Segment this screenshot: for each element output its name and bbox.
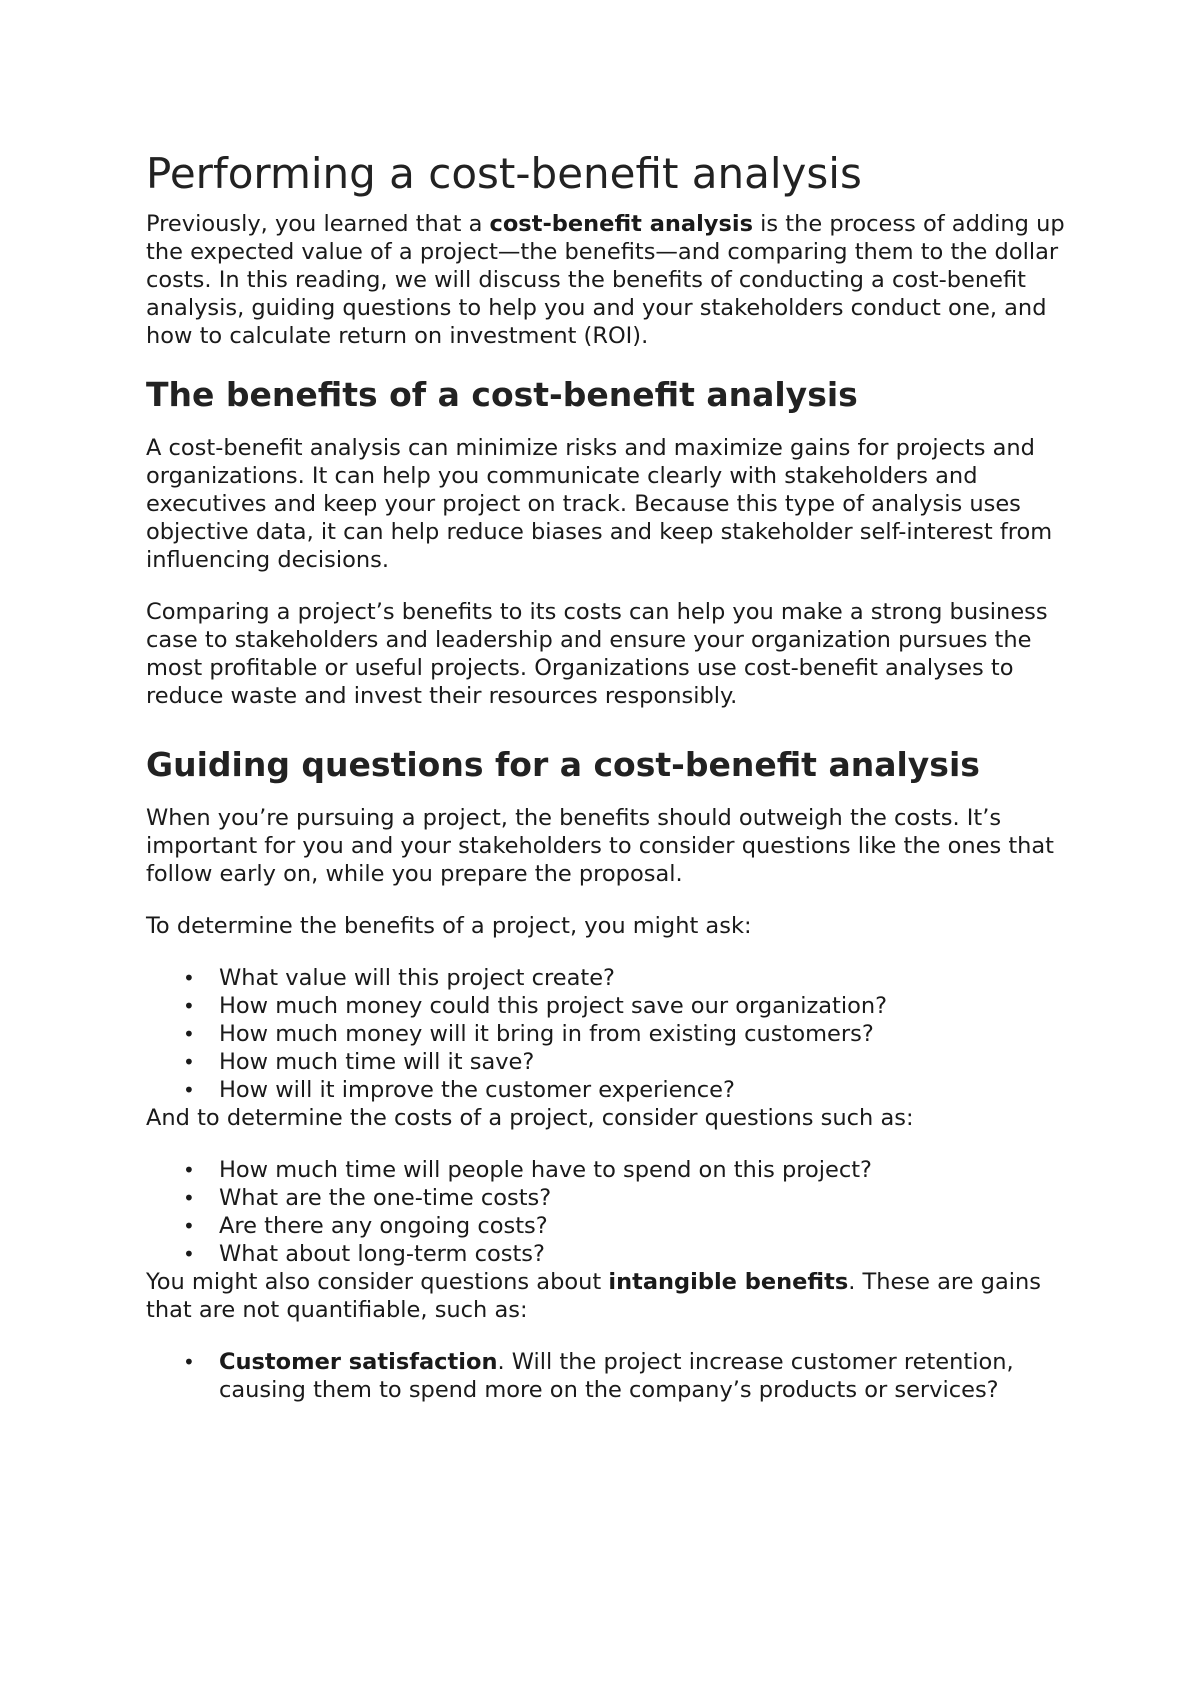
bullet-icon: • bbox=[183, 1022, 195, 1046]
benefits-paragraph-1: A cost-benefit analysis can minimize risks and maximize gains for projects and organizations. It can help you communicate clearly with stakeholders and executives and keep your project on track. Because this type of analysis uses objective data, it can help reduce biases and keep stakeholder self-interest from influencing decisions. bbox=[146, 435, 1053, 573]
list-item: • How much money could this project save our organization? bbox=[183, 993, 888, 1019]
intangible-item-term: Customer satisfaction bbox=[219, 1349, 498, 1375]
list-item: • Customer satisfaction. Will the project increase customer retention, causing them to spend more on the company’s products or services? bbox=[183, 1349, 1014, 1403]
bullet-icon: • bbox=[183, 994, 195, 1018]
list-item: • How much time will people have to spend on this project? bbox=[183, 1157, 872, 1183]
list-item: • Are there any ongoing costs? bbox=[183, 1213, 548, 1239]
bullet-icon: • bbox=[183, 1186, 195, 1210]
intro-post: is the process of adding up the expected value of a project—the benefits—and comparing them to the dollar costs. In this reading, we will discuss the benefits of conducting a cost-benefit analysis, guiding questions to help you and your stakeholders conduct one, and how to calculate return on investment (ROI). bbox=[146, 211, 1065, 349]
list-item: • What value will this project create? bbox=[183, 965, 616, 991]
list-item: • What are the one-time costs? bbox=[183, 1185, 552, 1211]
list-item: • How much time will it save? bbox=[183, 1049, 535, 1075]
intangible-benefits-list bbox=[146, 1348, 1086, 1404]
intangible-bold-term: intangible benefits bbox=[608, 1269, 849, 1295]
costs-questions-list bbox=[146, 1156, 1086, 1268]
benefits-lead: To determine the benefits of a project, you might ask: bbox=[146, 913, 752, 939]
list-item: • What about long-term costs? bbox=[183, 1241, 545, 1267]
document-page bbox=[146, 148, 1086, 1404]
intro-paragraph bbox=[146, 210, 1086, 350]
bullet-icon: • bbox=[183, 1242, 195, 1266]
bullet-icon: • bbox=[183, 966, 195, 990]
section-heading-benefits: The benefits of a cost-benefit analysis bbox=[146, 375, 858, 414]
list-item: • How will it improve the customer experience? bbox=[183, 1077, 735, 1103]
bullet-icon: • bbox=[183, 1214, 195, 1238]
intangible-lead: You might also consider questions about intangible benefits. These are gains that are not quantifiable, such as: bbox=[146, 1269, 1041, 1323]
guiding-intro-paragraph: When you’re pursuing a project, the benefits should outweigh the costs. It’s important for you and your stakeholders to consider questions like the ones that follow early on, while you prepare the proposal. bbox=[146, 805, 1055, 887]
costs-lead: And to determine the costs of a project, consider questions such as: bbox=[146, 1105, 914, 1131]
intro-bold-term: cost-benefit analysis bbox=[489, 211, 753, 237]
page-title: Performing a cost-benefit analysis bbox=[146, 149, 862, 198]
bullet-icon: • bbox=[183, 1158, 195, 1182]
bullet-icon: • bbox=[183, 1050, 195, 1074]
benefits-paragraph-2: Comparing a project’s benefits to its costs can help you make a strong business case to stakeholders and leadership and ensure your organization pursues the most profitable or useful projects. Organizations use cost-benefit analyses to reduce waste and invest their resources responsibly. bbox=[146, 599, 1048, 709]
bullet-icon: • bbox=[183, 1078, 195, 1102]
section-heading-guiding-questions: Guiding questions for a cost-benefit analysis bbox=[146, 745, 980, 784]
bullet-icon: • bbox=[183, 1350, 195, 1374]
list-item: • How much money will it bring in from existing customers? bbox=[183, 1021, 874, 1047]
benefits-questions-list bbox=[146, 964, 1086, 1104]
intro-pre: Previously, you learned that a bbox=[146, 211, 490, 237]
